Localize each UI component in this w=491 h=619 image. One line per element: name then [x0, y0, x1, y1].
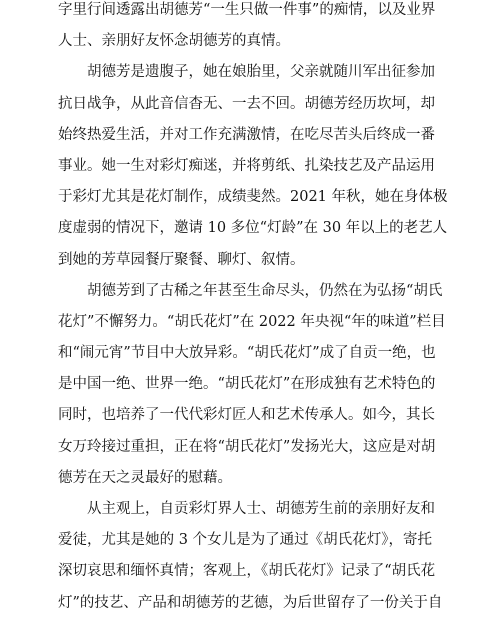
text-line: 于彩灯尤其是花灯制作，成绩斐然。2021 年秋，她在身体极 — [58, 189, 448, 206]
text-line: 花灯”不懈努力。“胡氏花灯”在 2022 年央视“年的味道”栏目 — [58, 313, 446, 330]
paragraph-1 — [58, 0, 436, 57]
paragraph-2 — [58, 57, 448, 275]
text-line: 灯”的技艺、产品和胡德芳的艺德，为后世留存了一份关于自 — [58, 594, 443, 611]
text-line: 同时，也培养了一代代彩灯匠人和艺术传承人。如今，其长 — [58, 407, 435, 424]
text-line: 度虚弱的情况下，邀请 10 多位“灯龄”在 30 年以上的老艺人 — [58, 220, 448, 237]
text-line: 人士、亲朋好友怀念胡德芳的真情。 — [58, 33, 290, 50]
text-line: 抗日战争，从此音信杳无、一去不回。胡德芳经历坎坷，却 — [58, 95, 435, 112]
text-line: 爱徒，尤其是她的 3 个女儿是为了通过《胡氏花灯》，寄托 — [58, 532, 432, 549]
text-line: 是中国一绝、世界一绝。“胡氏花灯”在形成独有艺术特色的 — [58, 376, 436, 393]
text-line: 和“闹元宵”节目中大放异彩。“胡氏花灯”成了自贡一绝，也 — [58, 345, 436, 362]
document-page — [58, 0, 448, 611]
text-line: 到她的芳草园餐厅聚餐、聊灯、叙情。 — [58, 251, 305, 268]
text-line: 事业。她一生对彩灯痴迷，并将剪纸、扎染技艺及产品运用 — [58, 157, 435, 174]
text-line: 从主观上，自贡彩灯界人士、胡德芳生前的亲朋好友和 — [87, 501, 435, 517]
text-line: 胡德芳到了古稀之年甚至生命尽头，仍然在为弘扬“胡氏 — [87, 282, 443, 299]
text-line: 胡德芳是遗腹子，她在娘胎里，父亲就随川军出征参加 — [87, 64, 435, 81]
text-line: 字里行间透露出胡德芳“一生只做一件事”的痴情，以及业界 — [58, 2, 436, 18]
text-line: 女万玲接过重担，正在将“胡氏花灯”发扬光大，这应是对胡 — [58, 438, 436, 455]
text-line: 始终热爱生活，并对工作充满激情，在吃尽苦头后终成一番 — [58, 126, 435, 143]
text-line: 深切哀思和缅怀真情；客观上，《胡氏花灯》记录了“胡氏花 — [58, 563, 436, 580]
paragraph-3 — [58, 276, 446, 494]
paragraph-4 — [58, 494, 443, 619]
text-line: 德芳在天之灵最好的慰藉。 — [58, 469, 232, 486]
